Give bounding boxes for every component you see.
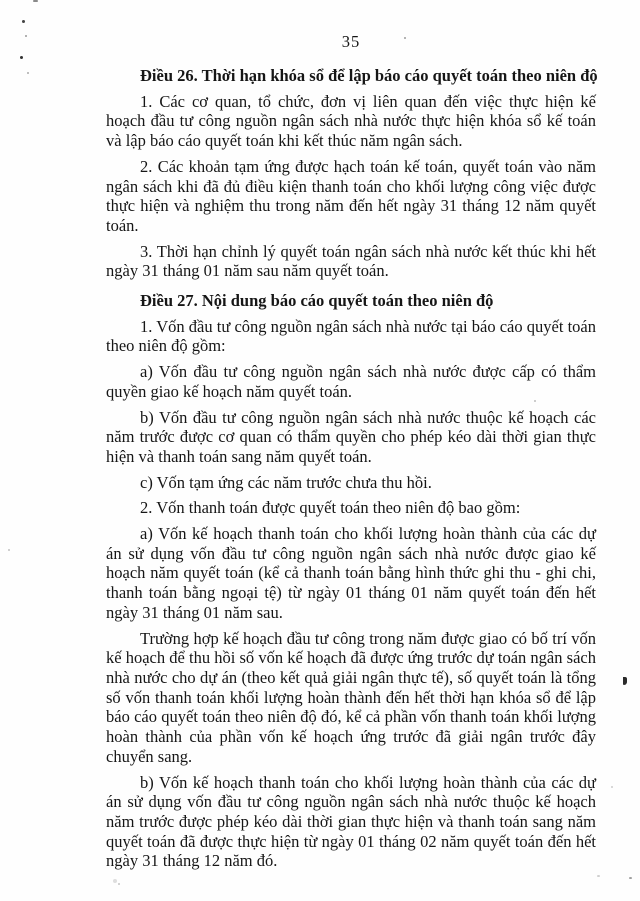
- document-content: [106, 32, 596, 877]
- scan-speck: [404, 37, 406, 39]
- paragraph: a) Vốn đầu tư công nguồn ngân sách nhà nước được cấp có thẩm quyền giao kế hoạch năm quyết toán.: [106, 362, 596, 401]
- scan-speck: [25, 35, 27, 37]
- article-heading: Điều 26. Thời hạn khóa sổ để lập báo cáo quyết toán theo niên độ: [140, 66, 598, 85]
- paragraph: 2. Các khoản tạm ứng được hạch toán kế toán, quyết toán vào năm ngân sách khi đã đủ điều kiện thanh toán cho khối lượng công việc được thực hiện và nghiệm thu trong năm đến hết ngày 31 tháng 12 năm quyết toán.: [106, 156, 596, 235]
- paragraph: c) Vốn tạm ứng các năm trước chưa thu hồi.: [140, 472, 432, 492]
- scan-speck: [629, 877, 632, 879]
- paragraph: 1. Vốn đầu tư công nguồn ngân sách nhà nước tại báo cáo quyết toán theo niên độ gồm:: [106, 316, 596, 356]
- paragraph: 3. Thời hạn chỉnh lý quyết toán ngân sách nhà nước kết thúc khi hết ngày 31 tháng 01 năm sau năm quyết toán.: [106, 241, 596, 281]
- scan-speck: [597, 875, 600, 877]
- scan-ink-mark: [623, 677, 627, 685]
- scan-speck: [118, 883, 120, 885]
- paragraph: b) Vốn kế hoạch thanh toán cho khối lượng hoàn thành của các dự án sử dụng vốn đầu tư công nguồn ngân sách nhà nước thuộc kế hoạch năm trước được phép kéo dài thời gian thực hiện và thanh toán sang năm quyết toán đã được thực hiện từ ngày 01 tháng 02 năm quyết toán đến hết ngày 31 tháng 12 năm đó.: [106, 772, 596, 871]
- scan-speck: [113, 879, 117, 883]
- page-number: 35: [341, 32, 361, 51]
- scan-speck: [8, 549, 10, 551]
- scan-speck: [534, 400, 536, 402]
- scan-speck: [27, 72, 29, 74]
- scan-speck: [20, 56, 23, 59]
- paragraph: a) Vốn kế hoạch thanh toán cho khối lượng hoàn thành của các dự án sử dụng vốn đầu tư công nguồn ngân sách nhà nước được giao kế hoạch năm quyết toán (kể cả thanh toán bằng hình thức ghi thu - ghi chi, thanh toán bằng ngoại tệ) từ ngày 01 tháng 01 năm quyết toán đến hết ngày 31 tháng 01 năm sau.: [106, 524, 596, 622]
- scan-speck: [611, 786, 613, 788]
- scan-speck: [33, 0, 38, 2]
- paragraph: b) Vốn đầu tư công nguồn ngân sách nhà nước thuộc kế hoạch các năm trước được cơ quan có thẩm quyền cho phép kéo dài thời gian thực hiện và thanh toán sang năm quyết toán.: [106, 407, 596, 466]
- document-body: [106, 66, 596, 871]
- scan-speck: [22, 20, 25, 23]
- paragraph: 1. Các cơ quan, tổ chức, đơn vị liên quan đến việc thực hiện kế hoạch đầu tư công nguồn ngân sách nhà nước thực hiện khóa sổ kế toán và lập báo cáo quyết toán khi kết thúc năm ngân sách.: [106, 91, 596, 151]
- paragraph: Trường hợp kế hoạch đầu tư công trong năm được giao có bố trí vốn kế hoạch để thu hồi số vốn kế hoạch đã được ứng trước dự toán ngân sách nhà nước cho dự án (theo kết quả giải ngân thực tế), số quyết toán là tổng số vốn thanh toán khối lượng hoàn thành đến hết thời hạn khóa sổ để lập báo cáo quyết toán theo niên độ đó, kể cả phần vốn thanh toán khối lượng hoàn thành của phần vốn kế hoạch ứng trước đã giải ngân trước đây chuyển sang.: [106, 628, 596, 766]
- article-heading: Điều 27. Nội dung báo cáo quyết toán theo niên độ: [140, 291, 494, 311]
- paragraph: 2. Vốn thanh toán được quyết toán theo niên độ bao gồm:: [140, 498, 521, 518]
